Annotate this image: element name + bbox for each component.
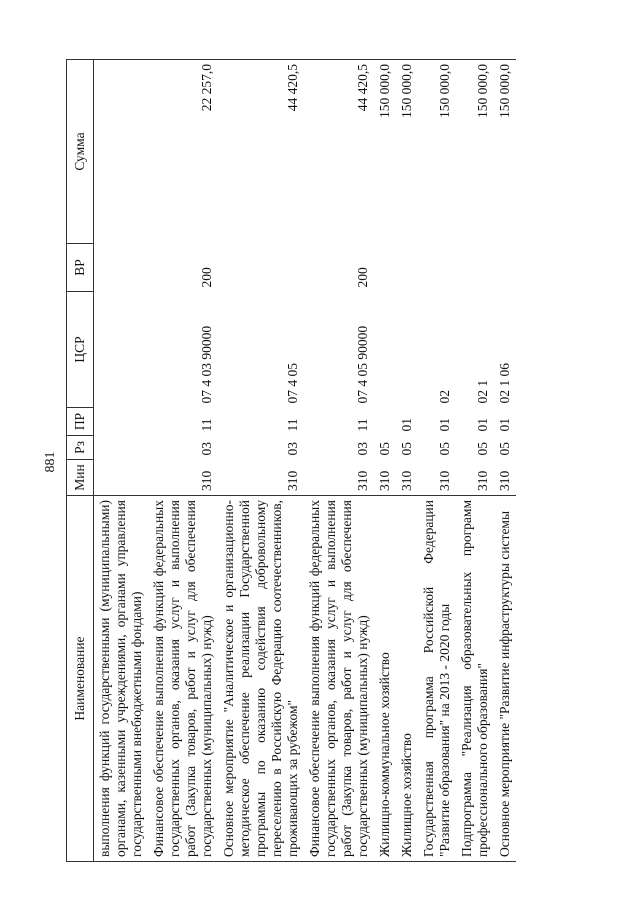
row-rz: 05	[475, 442, 490, 456]
row-sum: 150 000,0	[456, 60, 494, 244]
row-sum: 22 257,0	[148, 60, 218, 244]
row-csr: 02 1	[475, 379, 490, 404]
table-row	[494, 60, 516, 862]
table-row	[148, 60, 218, 862]
row-min: 310	[355, 470, 370, 491]
row-pr: 01	[399, 418, 414, 432]
header-name: Наименование	[67, 496, 94, 862]
budget-table	[66, 59, 516, 862]
row-rz: 03	[199, 442, 214, 456]
row-csr: 07 4 03 90000	[199, 325, 214, 404]
row-sum: 150 000,0	[494, 60, 516, 244]
table-row	[218, 60, 304, 862]
row-rz: 05	[497, 442, 512, 456]
row-sum: 150 000,0	[374, 60, 396, 244]
header-rz: Рз	[67, 436, 94, 460]
table-row	[456, 60, 494, 862]
table-body	[94, 60, 517, 862]
row-rz: 05	[437, 442, 452, 456]
row-min: 310	[475, 470, 490, 491]
row-rz: 03	[285, 442, 300, 456]
row-pr: 11	[285, 418, 300, 432]
row-min: 310	[437, 470, 452, 491]
row-csr: 07 4 05	[285, 363, 300, 404]
header-csr: ЦСР	[67, 292, 94, 408]
row-vr	[456, 244, 494, 292]
row-name: Финансовое обеспечение выполнения функций федеральных государственных органов, оказания услуг и выполнения работ (Закупка товаров, работ и услуг для обеспечения государственных (муниципальных) нужд)	[148, 496, 218, 862]
header-sum: Сумма	[67, 60, 94, 244]
row-rz: 05	[399, 442, 414, 456]
row-vr	[396, 244, 418, 292]
row-csr: 02 1 06	[497, 363, 512, 404]
table-row	[418, 60, 456, 862]
row-pr: 01	[475, 418, 490, 432]
row-name: Жилищное хозяйство	[396, 496, 418, 862]
row-min	[94, 460, 149, 496]
header-vr: ВР	[67, 244, 94, 292]
table-header-row	[67, 60, 94, 862]
row-pr: 01	[497, 418, 512, 432]
row-pr: 01	[437, 418, 452, 432]
row-vr	[374, 244, 396, 292]
row-sum	[94, 60, 149, 244]
row-vr	[494, 244, 516, 292]
row-pr: 11	[199, 418, 214, 432]
row-name: Финансовое обеспечение выполнения функций федеральных государственных органов, оказания услуг и выполнения работ (Закупка товаров, работ и услуг для обеспечения государственных (муниципальных) нужд)	[304, 496, 374, 862]
row-pr: 11	[355, 418, 370, 432]
row-sum: 44 420,5	[218, 60, 304, 244]
row-vr: 200	[199, 267, 214, 288]
row-min: 310	[285, 470, 300, 491]
row-min: 310	[399, 470, 414, 491]
table-row	[396, 60, 418, 862]
header-min: Мин	[67, 460, 94, 496]
row-name: Государственная программа Российской Федерации "Развитие образования" на 2013 - 2020 годы	[418, 496, 456, 862]
header-pr: ПР	[67, 408, 94, 436]
row-csr: 02	[437, 390, 452, 404]
row-name: Основное мероприятие "Аналитическое и организационно-методическое обеспечение реализации Государственной программы по оказанию содействия добровольному переселению в Российскую Федерацию соотечественников, проживающих за рубежом"	[218, 496, 304, 862]
table-row	[94, 60, 149, 862]
table-row	[374, 60, 396, 862]
row-csr	[374, 292, 396, 408]
row-name: Основное мероприятие "Развитие инфраструктуры системы	[494, 496, 516, 862]
table-row	[304, 60, 374, 862]
row-rz: 05	[377, 442, 392, 456]
row-rz: 03	[355, 442, 370, 456]
row-pr	[374, 408, 396, 436]
row-sum: 44 420,5	[304, 60, 374, 244]
row-min: 310	[377, 470, 392, 491]
row-name: Жилищно-коммунальное хозяйство	[374, 496, 396, 862]
row-csr	[396, 292, 418, 408]
row-name: выполнения функций государственными (муниципальными) органами, казенными учреждениями, органами управления государственными внебюджетными фондами)	[94, 496, 149, 862]
row-vr	[94, 244, 149, 292]
row-min: 310	[199, 470, 214, 491]
row-sum: 150 000,0	[418, 60, 456, 244]
page-number: 881	[43, 451, 58, 473]
row-vr: 200	[355, 267, 370, 288]
rotated-table-container	[66, 60, 594, 862]
row-sum: 150 000,0	[396, 60, 418, 244]
row-name: Подпрограмма "Реализация образовательных программ профессионального образования"	[456, 496, 494, 862]
row-vr	[418, 244, 456, 292]
row-min: 310	[497, 470, 512, 491]
row-vr	[218, 244, 304, 292]
row-csr: 07 4 05 90000	[355, 325, 370, 404]
row-pr	[94, 408, 149, 436]
row-csr	[94, 292, 149, 408]
row-rz	[94, 436, 149, 460]
